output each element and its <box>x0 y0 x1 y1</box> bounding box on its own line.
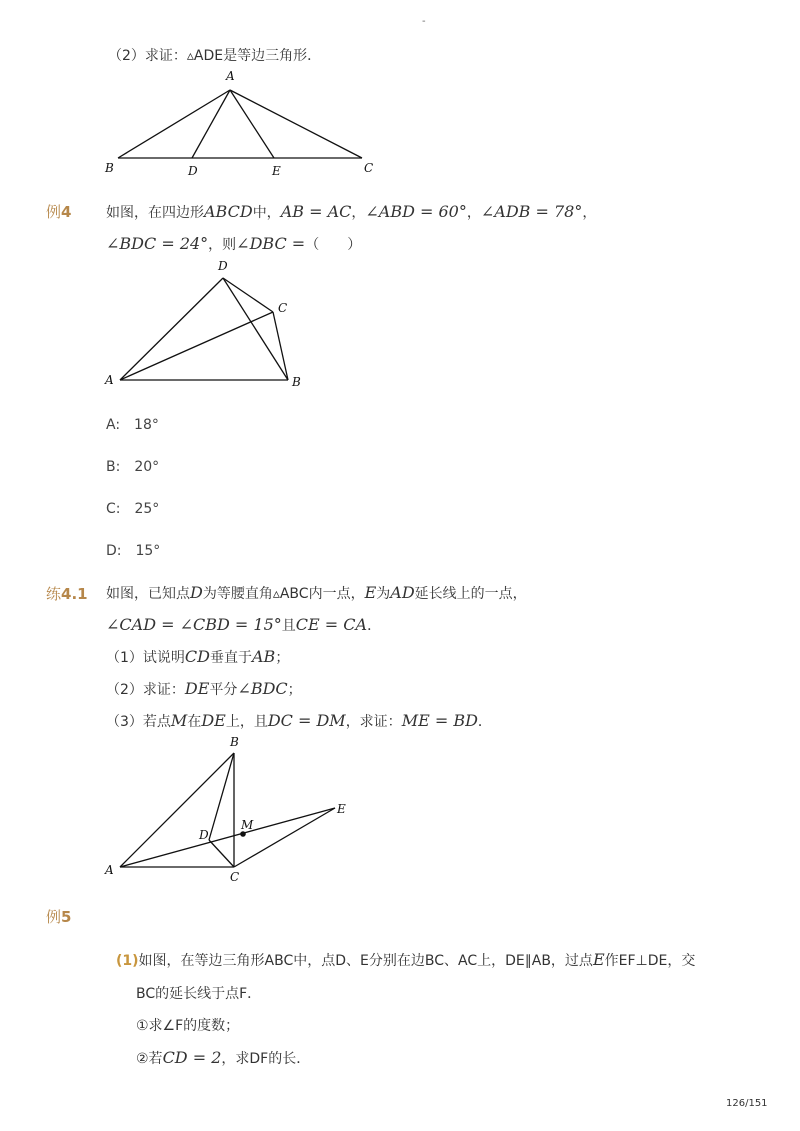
figure-triangle-ade <box>100 68 390 183</box>
figure-quadrilateral-abcd <box>100 256 315 391</box>
example-5-part-1-line-1: (1)如图，在等边三角形ABC中，点D、E分别在边BC、AC上，DE∥AB，过点E作EF⊥DE，交 <box>116 950 696 969</box>
fig2-label-b: B <box>292 375 301 389</box>
fig1-label-d: D <box>188 164 198 178</box>
example-5-question-1: ①求∠F的度数； <box>136 1018 240 1034</box>
practice-4-1-line-1: 如图，已知点D为等腰直角▵ABC内一点，E为AD延长线上的一点， <box>106 583 527 602</box>
practice-4-1-sub-3: （3）若点M在DE上，且DC = DM，求证：ME = BD． <box>106 711 492 730</box>
fig2-label-c: C <box>278 301 288 315</box>
practice-4-1-sub-1: （1）试说明CD垂直于AB； <box>106 647 290 666</box>
fig2-label-a: A <box>105 373 114 387</box>
practice-4-1-sub-2: （2）求证：DE平分∠BDC； <box>106 679 302 698</box>
fig1-label-e: E <box>272 164 281 178</box>
example-4-label: 例4 <box>46 203 72 221</box>
fig3-label-a: A <box>105 863 114 877</box>
fig3-label-c: C <box>230 870 240 884</box>
option-c[interactable]: C: 25° <box>106 501 160 517</box>
fig1-label-c: C <box>364 161 374 175</box>
fig3-label-m: M <box>241 818 254 832</box>
fig3-label-d: D <box>199 828 209 842</box>
option-b[interactable]: B: 20° <box>106 459 160 475</box>
figure-isosceles-right-triangle <box>100 733 350 885</box>
fig1-label-a: A <box>226 69 235 83</box>
example-5-question-2: ②若CD = 2，求DF的长． <box>136 1048 311 1067</box>
part2-prove-text: （2）求证：▵ADE是等边三角形． <box>108 48 322 64</box>
practice-4-1-label: 练4.1 <box>46 585 88 603</box>
header-dash: - <box>422 16 426 27</box>
example-5-label: 例5 <box>46 908 72 926</box>
practice-4-1-line-2: ∠CAD = ∠CBD = 15°且CE = CA． <box>106 615 382 634</box>
fig3-label-b: B <box>230 735 239 749</box>
example-5-part-1-line-2: BC的延长线于点F． <box>136 986 262 1002</box>
page-number: 126/151 <box>726 1098 768 1109</box>
fig2-label-d: D <box>218 259 228 273</box>
fig1-label-b: B <box>105 161 114 175</box>
example-4-line-2: ∠BDC = 24°，则∠DBC =（ ） <box>106 234 362 253</box>
option-d[interactable]: D: 15° <box>106 543 161 559</box>
example-4-line-1: 如图，在四边形ABCD中，AB = AC，∠ABD = 60°，∠ADB = 78°， <box>106 202 597 221</box>
fig3-label-e: E <box>337 802 346 816</box>
option-a[interactable]: A: 18° <box>106 417 159 433</box>
